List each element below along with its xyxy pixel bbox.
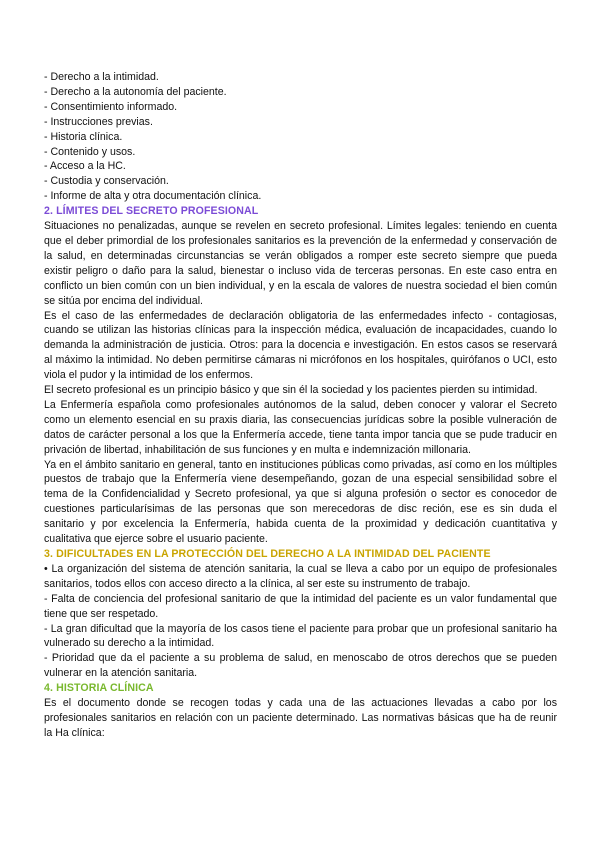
list-item: - Consentimiento informado. (44, 100, 178, 113)
section-4-paragraph: Es el documento donde se recogen todas y cada una de las actuaciones llevadas a cabo por los profesionales sanitarios en relación con un paciente determinado. Las normativas básicas que ha de reunir la Ha clínica: (44, 697, 557, 739)
section-3-paragraph: - La gran dificultad que la mayoría de los casos tiene el paciente para probar que un profesional sanitario ha vulnerado su derecho a la intimidad. (44, 622, 557, 650)
section-3 (44, 547, 557, 681)
section-2-paragraph: La Enfermería española como profesionales autónomos de la salud, deben conocer y valorar el Secreto como un elemento esencial en su praxis diaria, las consecuencias jurídicas sobre la posible vulneración de datos de carácter personal a los que la Enfermería accede, tiene tanta impor tancia que se pude traducir en privación de libertad, inhabilitación de sus funciones y en multa e indemnización millonaria. (44, 398, 557, 456)
section-3-paragraph: • La organización del sistema de atención sanitaria, la cual se lleva a cabo por un equipo de profesionales sanitarios, todos ellos con acceso directo a la clínica, al ser este su instrumento de trabajo. (44, 562, 557, 590)
list-item: - Instrucciones previas. (44, 115, 153, 128)
list-item: - Derecho a la intimidad. (44, 71, 159, 83)
section-2-heading: 2. LÍMITES DEL SECRETO PROFESIONAL (44, 205, 259, 218)
section-2-paragraph: Ya en el ámbito sanitario en general, tanto en instituciones públicas como privadas, así como en los múltiples puestos de trabajo que la Enfermería viene desempeñando, gozan de una especial sensibilidad sobre el tema de la Confidencialidad y Secreto profesional, ya que si alguna profesión o sector es conocedor de cuestiones particularísimas de las personas que son merecedoras de disc reción, ese es sin duda el sanitario y por excelencia la Enfermería, habida cuenta de la proximidad y dedicación cuantitativa y cualitativa que ejerce sobre el usuario paciente. (44, 458, 557, 546)
list-item: - Acceso a la HC. (44, 160, 126, 173)
section-2-paragraph: Es el caso de las enfermedades de declaración obligatoria de las enfermedades infecto - contagiosas, cuando se utilizan las historias clínicas para la inspección médica, evaluación de incapacidades, cuando lo demanda la administración de justicia. Otros: para la docencia e investigación. En estos casos se reservará al máximo la intimidad. No deben permitirse cámaras ni micrófonos en los hospitales, quirófanos o UCI, esto viola el pudor y la intimidad de los enfermos. (44, 309, 557, 382)
list-item: - Custodia y conservación. (44, 175, 169, 188)
list-item: - Contenido y usos. (44, 145, 136, 158)
section-2-paragraph: El secreto profesional es un principio básico y que sin él la sociedad y los pacientes pierden su intimidad. (44, 384, 538, 397)
section-4 (44, 681, 557, 741)
intro-list (44, 70, 557, 204)
section-3-heading: 3. DIFICULTADES EN LA PROTECCIÓN DEL DERECHO A LA INTIMIDAD DEL PACIENTE (44, 548, 491, 560)
section-2 (44, 204, 557, 547)
section-2-paragraph: Situaciones no penalizadas, aunque se revelen en secreto profesional. Límites legales: teniendo en cuenta que el deber primordial de los profesionales sanitarios es la prevención de la enfermedad y conservación de la salud, en determinadas circunstancias se verán obligados a romper este secreto siempre que pueda existir peligro o daño para la salud, bienestar o incluso vida de terceras personas. En este caso entra en conflicto un bien común con un bien individual, y en la escala de valores de nuestra sociedad el bien común se sitúa por encima del individual. (44, 220, 557, 307)
section-3-paragraph: - Prioridad que da el paciente a su problema de salud, en menoscabo de otros derechos que se pueden vulnerar en la atención sanitaria. (44, 652, 557, 680)
list-item: - Informe de alta y otra documentación clínica. (44, 190, 262, 203)
list-item: - Historia clínica. (44, 130, 123, 143)
document-page (44, 70, 557, 741)
section-4-heading: 4. HISTORIA CLÍNICA (44, 682, 154, 695)
list-item: - Derecho a la autonomía del paciente. (44, 85, 227, 98)
section-3-paragraph: - Falta de conciencia del profesional sanitario de que la intimidad del paciente es un valor fundamental que tiene que ser respetado. (44, 592, 557, 620)
